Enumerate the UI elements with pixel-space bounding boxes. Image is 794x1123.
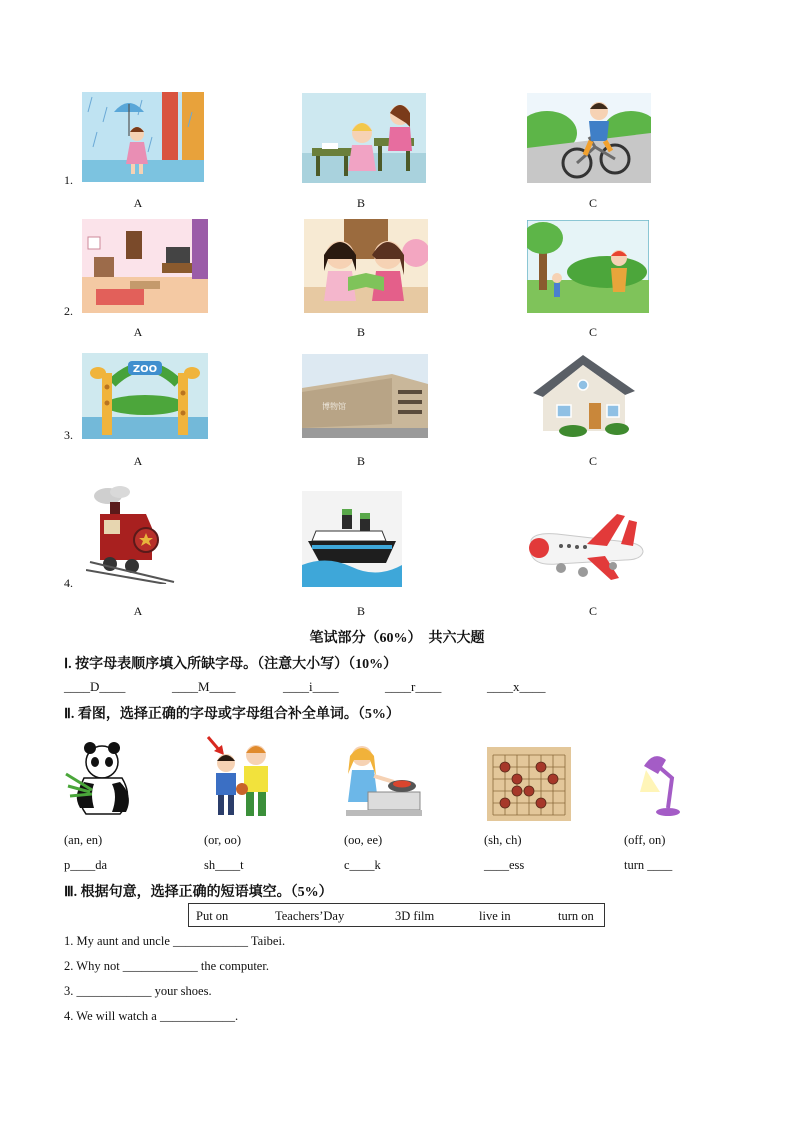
option-label: B: [356, 604, 365, 618]
letter-blank-item: ____D____: [64, 679, 126, 694]
option-label: C: [588, 196, 597, 210]
option-label: B: [356, 325, 365, 339]
question-number: 4.: [64, 576, 73, 590]
letter-choice-hint: (an, en): [64, 833, 103, 847]
letter-blank-item: ____r____: [385, 679, 442, 694]
word-to-complete: p____da: [64, 858, 108, 872]
chess-board-picture: [487, 747, 571, 821]
kids-in-park-picture: [527, 220, 649, 313]
letter-blank-item: ____x____: [487, 679, 546, 694]
fill-in-sentence: 4. We will watch a ____________.: [64, 1009, 239, 1023]
fill-in-sentence: 2. Why not ____________ the computer.: [64, 959, 269, 973]
letter-blank-item: ____M____: [172, 679, 236, 694]
phrase-option: turn on: [558, 909, 594, 923]
word-to-complete: turn ____: [624, 858, 673, 872]
phrase-bank: [188, 903, 605, 927]
girl-cooking-picture: [344, 742, 422, 820]
phrase-option: Put on: [196, 909, 229, 923]
letter-choice-hint: (off, on): [624, 833, 666, 847]
living-room-picture: [82, 219, 208, 313]
svg-text:博物馆: 博物馆: [322, 402, 346, 411]
fill-in-sentence: 1. My aunt and uncle ____________ Taibei.: [64, 934, 286, 948]
word-to-complete: ____ess: [484, 858, 525, 872]
letter-choice-hint: (sh, ch): [484, 833, 522, 847]
airplane-picture: [527, 510, 647, 586]
option-label: A: [133, 454, 143, 468]
museum-building-picture: [302, 354, 428, 438]
option-label: B: [356, 454, 365, 468]
question-number: 1.: [64, 173, 73, 187]
phrase-option: Teachers’Day: [275, 909, 345, 923]
option-label: A: [133, 604, 143, 618]
option-label: B: [356, 196, 365, 210]
letter-choice-hint: (oo, ee): [344, 833, 383, 847]
boys-pointing-shirt-picture: [204, 733, 280, 823]
option-label: C: [588, 454, 597, 468]
option-label: C: [588, 604, 597, 618]
svg-text:ZOO: ZOO: [132, 364, 158, 375]
girls-reading-book-picture: [304, 219, 428, 313]
option-label: C: [588, 325, 597, 339]
letter-choice-hint: (or, oo): [204, 833, 241, 847]
panda-picture: [64, 738, 138, 820]
house-picture: [527, 351, 641, 437]
phrase-option: 3D film: [395, 909, 435, 923]
phrase-option: live in: [479, 909, 511, 923]
word-to-complete: c____k: [344, 858, 381, 872]
word-to-complete: sh____t: [204, 858, 244, 872]
ship-picture: [302, 491, 402, 587]
students-at-desks-picture: [302, 93, 426, 183]
boy-riding-bicycle-picture: [527, 93, 651, 183]
section-2-heading: Ⅱ. 看图，选择正确的字母或字母组合补全单词。（5%）: [64, 707, 400, 722]
question-number: 3.: [64, 428, 73, 442]
zoo-gate-giraffes-picture: [82, 353, 208, 439]
steam-train-picture: [86, 484, 178, 584]
written-section-title: 笔试部分（60%） 共六大题: [309, 631, 485, 646]
option-label: A: [133, 196, 143, 210]
option-label: A: [133, 325, 143, 339]
desk-lamp-picture: [640, 752, 684, 818]
fill-in-sentence: 3. ____________ your shoes.: [64, 984, 212, 998]
letter-blank-item: ____i____: [283, 679, 339, 694]
question-number: 2.: [64, 304, 73, 318]
section-3-heading: Ⅲ. 根据句意，选择正确的短语填空。（5%）: [64, 885, 333, 900]
girl-in-rain-with-umbrella-picture: [82, 92, 204, 182]
section-1-heading: Ⅰ. 按字母表顺序填入所缺字母。（注意大小写）（10%）: [64, 657, 398, 672]
